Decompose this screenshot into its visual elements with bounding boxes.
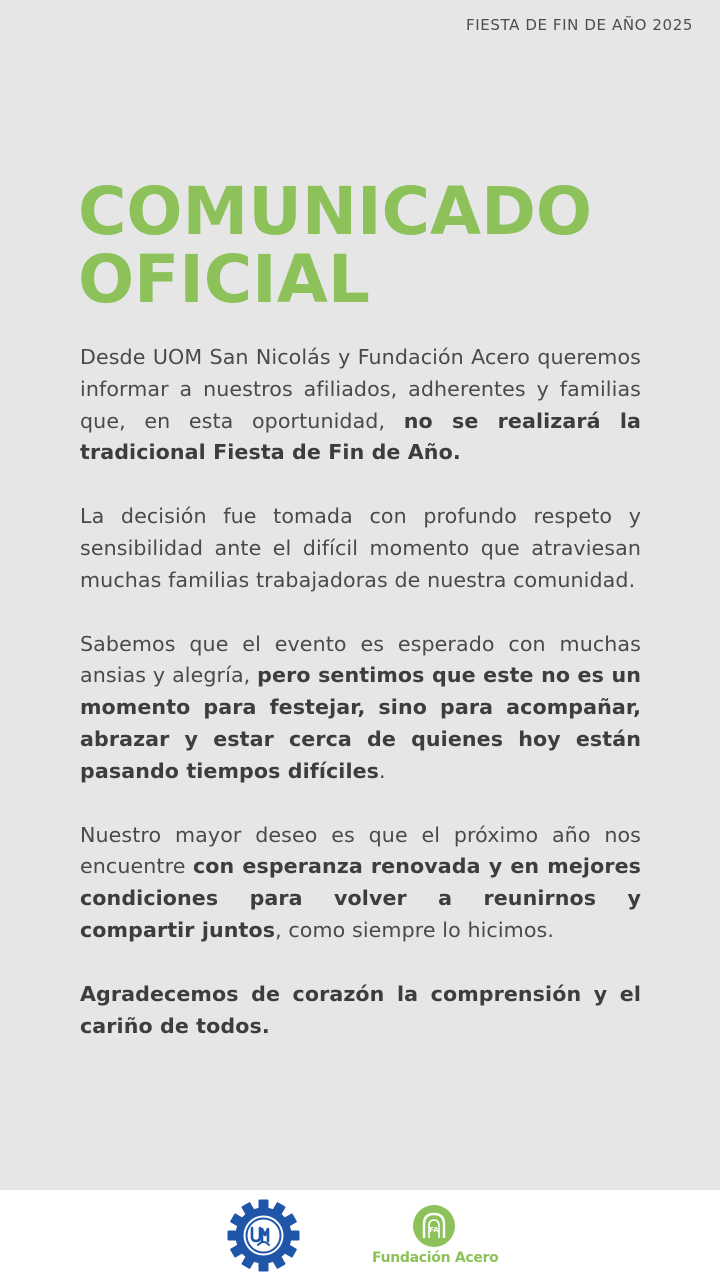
header-tag: FIESTA DE FIN DE AÑO 2025 — [466, 16, 693, 34]
paragraph-4 — [80, 820, 641, 947]
fundacion-acero-name: Fundación Acero — [372, 1250, 499, 1266]
fundacion-acero-icon — [412, 1204, 456, 1248]
paragraph-2-text: La decisión fue tomada con profundo respeto y sensibilidad ante el difícil momento que atraviesan muchas familias trabajadoras de nuestra comunidad. — [80, 504, 641, 592]
fundacion-acero-logo — [372, 1204, 499, 1268]
paragraph-2 — [80, 501, 641, 596]
paragraph-5-emphasis: Agradecemos de corazón la comprensión y el cariño de todos. — [80, 981, 641, 1038]
communique-body — [80, 342, 641, 1074]
paragraph-3-end: . — [379, 758, 386, 783]
paragraph-3 — [80, 629, 641, 788]
fundacion-monogram: FA — [429, 1226, 439, 1234]
paragraph-4-text: Nuestro mayor deseo es que el próximo año nos encuentre — [80, 822, 641, 879]
uom-logo-text: UOM — [227, 1199, 230, 1200]
title-line-2: OFICIAL — [78, 241, 370, 318]
title-line-1: COMUNICADO — [78, 173, 593, 250]
paragraph-4-emphasis: con esperanza renovada y en mejores condiciones para volver a reunirnos y compartir juntos — [80, 854, 642, 942]
paragraph-1-emphasis: no se realizará la tradicional Fiesta de Fin de Año. — [80, 408, 642, 465]
uom-logo — [227, 1199, 300, 1272]
paragraph-5 — [80, 979, 641, 1043]
paragraph-4-end: , como siempre lo hicimos. — [275, 917, 555, 942]
paragraph-1 — [80, 342, 641, 469]
footer-logos — [0, 1190, 720, 1280]
paragraph-3-emphasis: pero sentimos que este no es un momento para festejar, sino para acompañar, abrazar y estar cerca de quienes hoy están pasando tiempos difíciles — [80, 663, 641, 783]
page-title — [78, 173, 678, 318]
paragraph-1-text: Desde UOM San Nicolás y Fundación Acero queremos informar a nuestros afiliados, adherentes y familias que, en esta oportunidad, — [80, 345, 641, 433]
uom-gear-icon — [227, 1199, 300, 1272]
paragraph-3-text: Sabemos que el evento es esperado con muchas ansias y alegría, — [80, 631, 641, 688]
